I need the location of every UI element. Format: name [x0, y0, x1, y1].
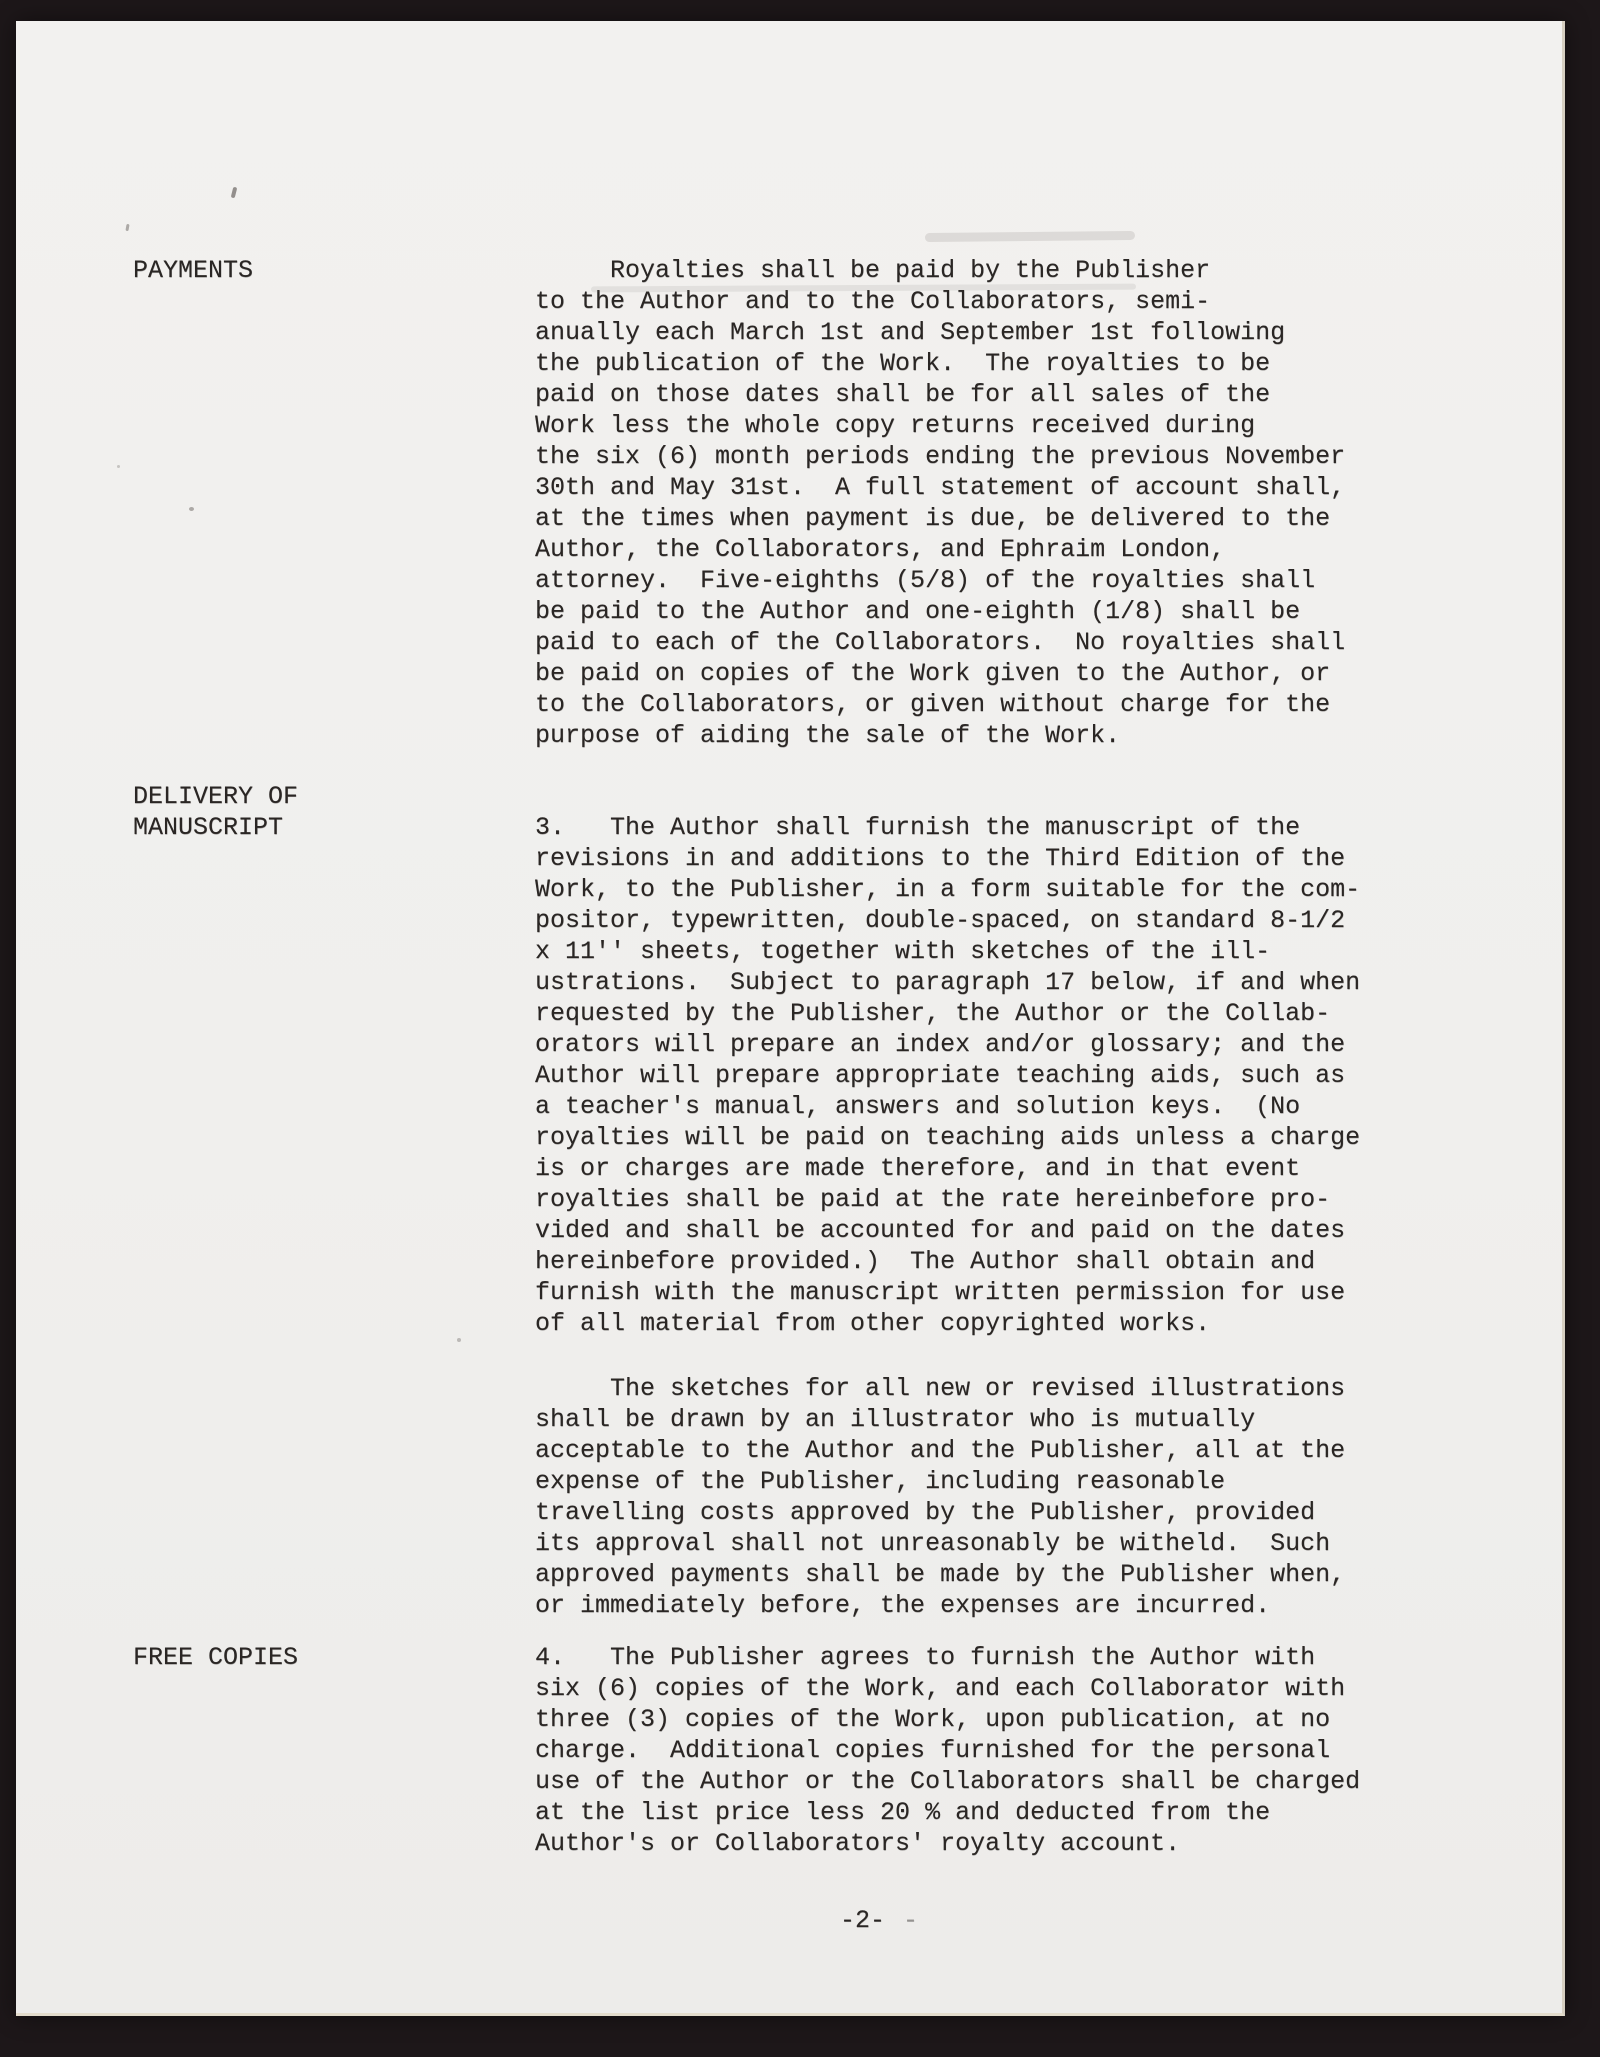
text-line: orators will prepare an index and/or glossary; and the — [535, 1030, 1346, 1059]
scan-speck — [189, 507, 194, 511]
text-line: Work, to the Publisher, in a form suitable for the com- — [535, 875, 1361, 904]
text-line: vided and shall be accounted for and paid on the dates — [535, 1216, 1346, 1245]
scan-speck — [457, 1338, 461, 1342]
paragraph-delivery-of-manuscript — [535, 812, 1360, 1339]
text-line: be paid to the Author and one-eighth (1/8) shall be — [535, 597, 1301, 626]
text-line: at the list price less 20 % and deducted from the — [535, 1798, 1271, 1827]
text-line: Work less the whole copy returns received during — [535, 411, 1256, 440]
document-page — [16, 21, 1565, 2016]
text-line: use of the Author or the Collaborators shall be charged — [535, 1767, 1361, 1796]
text-line: to the Collaborators, or given without charge for the — [535, 690, 1331, 719]
text-line: three (3) copies of the Work, upon publication, at no — [535, 1705, 1331, 1734]
text-line: ustrations. Subject to paragraph 17 below, if and when — [535, 968, 1361, 997]
text-line: The sketches for all new or revised illustrations — [535, 1374, 1346, 1403]
text-line: revisions in and additions to the Third Edition of the — [535, 844, 1346, 873]
text-line: 30th and May 31st. A full statement of account shall, — [535, 473, 1346, 502]
text-line: charge. Additional copies furnished for the personal — [535, 1736, 1331, 1765]
text-line: Author, the Collaborators, and Ephraim London, — [535, 535, 1226, 564]
text-line: acceptable to the Author and the Publisher, all at the — [535, 1436, 1346, 1465]
text-line: or immediately before, the expenses are incurred. — [535, 1591, 1271, 1620]
text-line: the publication of the Work. The royalties to be — [535, 349, 1271, 378]
text-line: requested by the Publisher, the Author or the Collab- — [535, 999, 1331, 1028]
text-line: Royalties shall be paid by the Publisher — [535, 256, 1211, 285]
text-line: royalties shall be paid at the rate hereinbefore pro- — [535, 1185, 1331, 1214]
text-line: MANUSCRIPT — [133, 813, 284, 842]
text-line: PAYMENTS — [133, 256, 254, 285]
text-line: positor, typewritten, double-spaced, on standard 8-1/2 — [535, 906, 1346, 935]
text-line: the six (6) month periods ending the previous November — [535, 442, 1346, 471]
text-line: six (6) copies of the Work, and each Collaborator with — [535, 1674, 1346, 1703]
text-line: a teacher's manual, answers and solution keys. (No — [535, 1092, 1301, 1121]
text-line: furnish with the manuscript written permission for use — [535, 1278, 1346, 1307]
text-line: shall be drawn by an illustrator who is mutually — [535, 1405, 1256, 1434]
text-line: to the Author and to the Collaborators, semi- — [535, 287, 1211, 316]
page-number: -2- — [840, 1906, 886, 1935]
text-line: paid on those dates shall be for all sales of the — [535, 380, 1271, 409]
section-label-free-copies — [133, 1642, 298, 1673]
text-line: 4. The Publisher agrees to furnish the Author with — [535, 1643, 1316, 1672]
text-line: hereinbefore provided.) The Author shall obtain and — [535, 1247, 1316, 1276]
text-line: FREE COPIES — [133, 1643, 299, 1672]
paragraph-payments — [535, 255, 1345, 751]
text-line: is or charges are made therefore, and in that event — [535, 1154, 1301, 1183]
scan-speck — [117, 465, 120, 468]
text-line: its approval shall not unreasonably be witheld. Such — [535, 1529, 1331, 1558]
scan-speck — [125, 224, 129, 231]
text-line: travelling costs approved by the Publisher, provided — [535, 1498, 1316, 1527]
text-line: expense of the Publisher, including reasonable — [535, 1467, 1226, 1496]
text-line: be paid on copies of the Work given to the Author, or — [535, 659, 1331, 688]
stray-mark: - — [903, 1906, 919, 1935]
scan-smudge — [925, 231, 1135, 242]
text-line: Author will prepare appropriate teaching aids, such as — [535, 1061, 1346, 1090]
text-line: anually each March 1st and September 1st following — [535, 318, 1286, 347]
text-line: attorney. Five-eighths (5/8) of the royalties shall — [535, 566, 1316, 595]
text-line: royalties will be paid on teaching aids unless a charge — [535, 1123, 1361, 1152]
text-line: DELIVERY OF — [133, 782, 299, 811]
text-line: at the times when payment is due, be delivered to the — [535, 504, 1331, 533]
section-label-delivery-of-manuscript — [133, 781, 298, 843]
text-line: 3. The Author shall furnish the manuscript of the — [535, 813, 1301, 842]
text-line: Author's or Collaborators' royalty account. — [535, 1829, 1181, 1858]
paragraph-sketches — [535, 1373, 1345, 1621]
text-line: purpose of aiding the sale of the Work. — [535, 721, 1121, 750]
section-label-payments — [133, 255, 253, 286]
scan-speck — [231, 187, 238, 199]
text-line: x 11'' sheets, together with sketches of the ill- — [535, 937, 1271, 966]
paragraph-free-copies — [535, 1642, 1360, 1859]
text-line: approved payments shall be made by the Publisher when, — [535, 1560, 1346, 1589]
text-line: paid to each of the Collaborators. No royalties shall — [535, 628, 1346, 657]
text-line: of all material from other copyrighted works. — [535, 1309, 1211, 1338]
